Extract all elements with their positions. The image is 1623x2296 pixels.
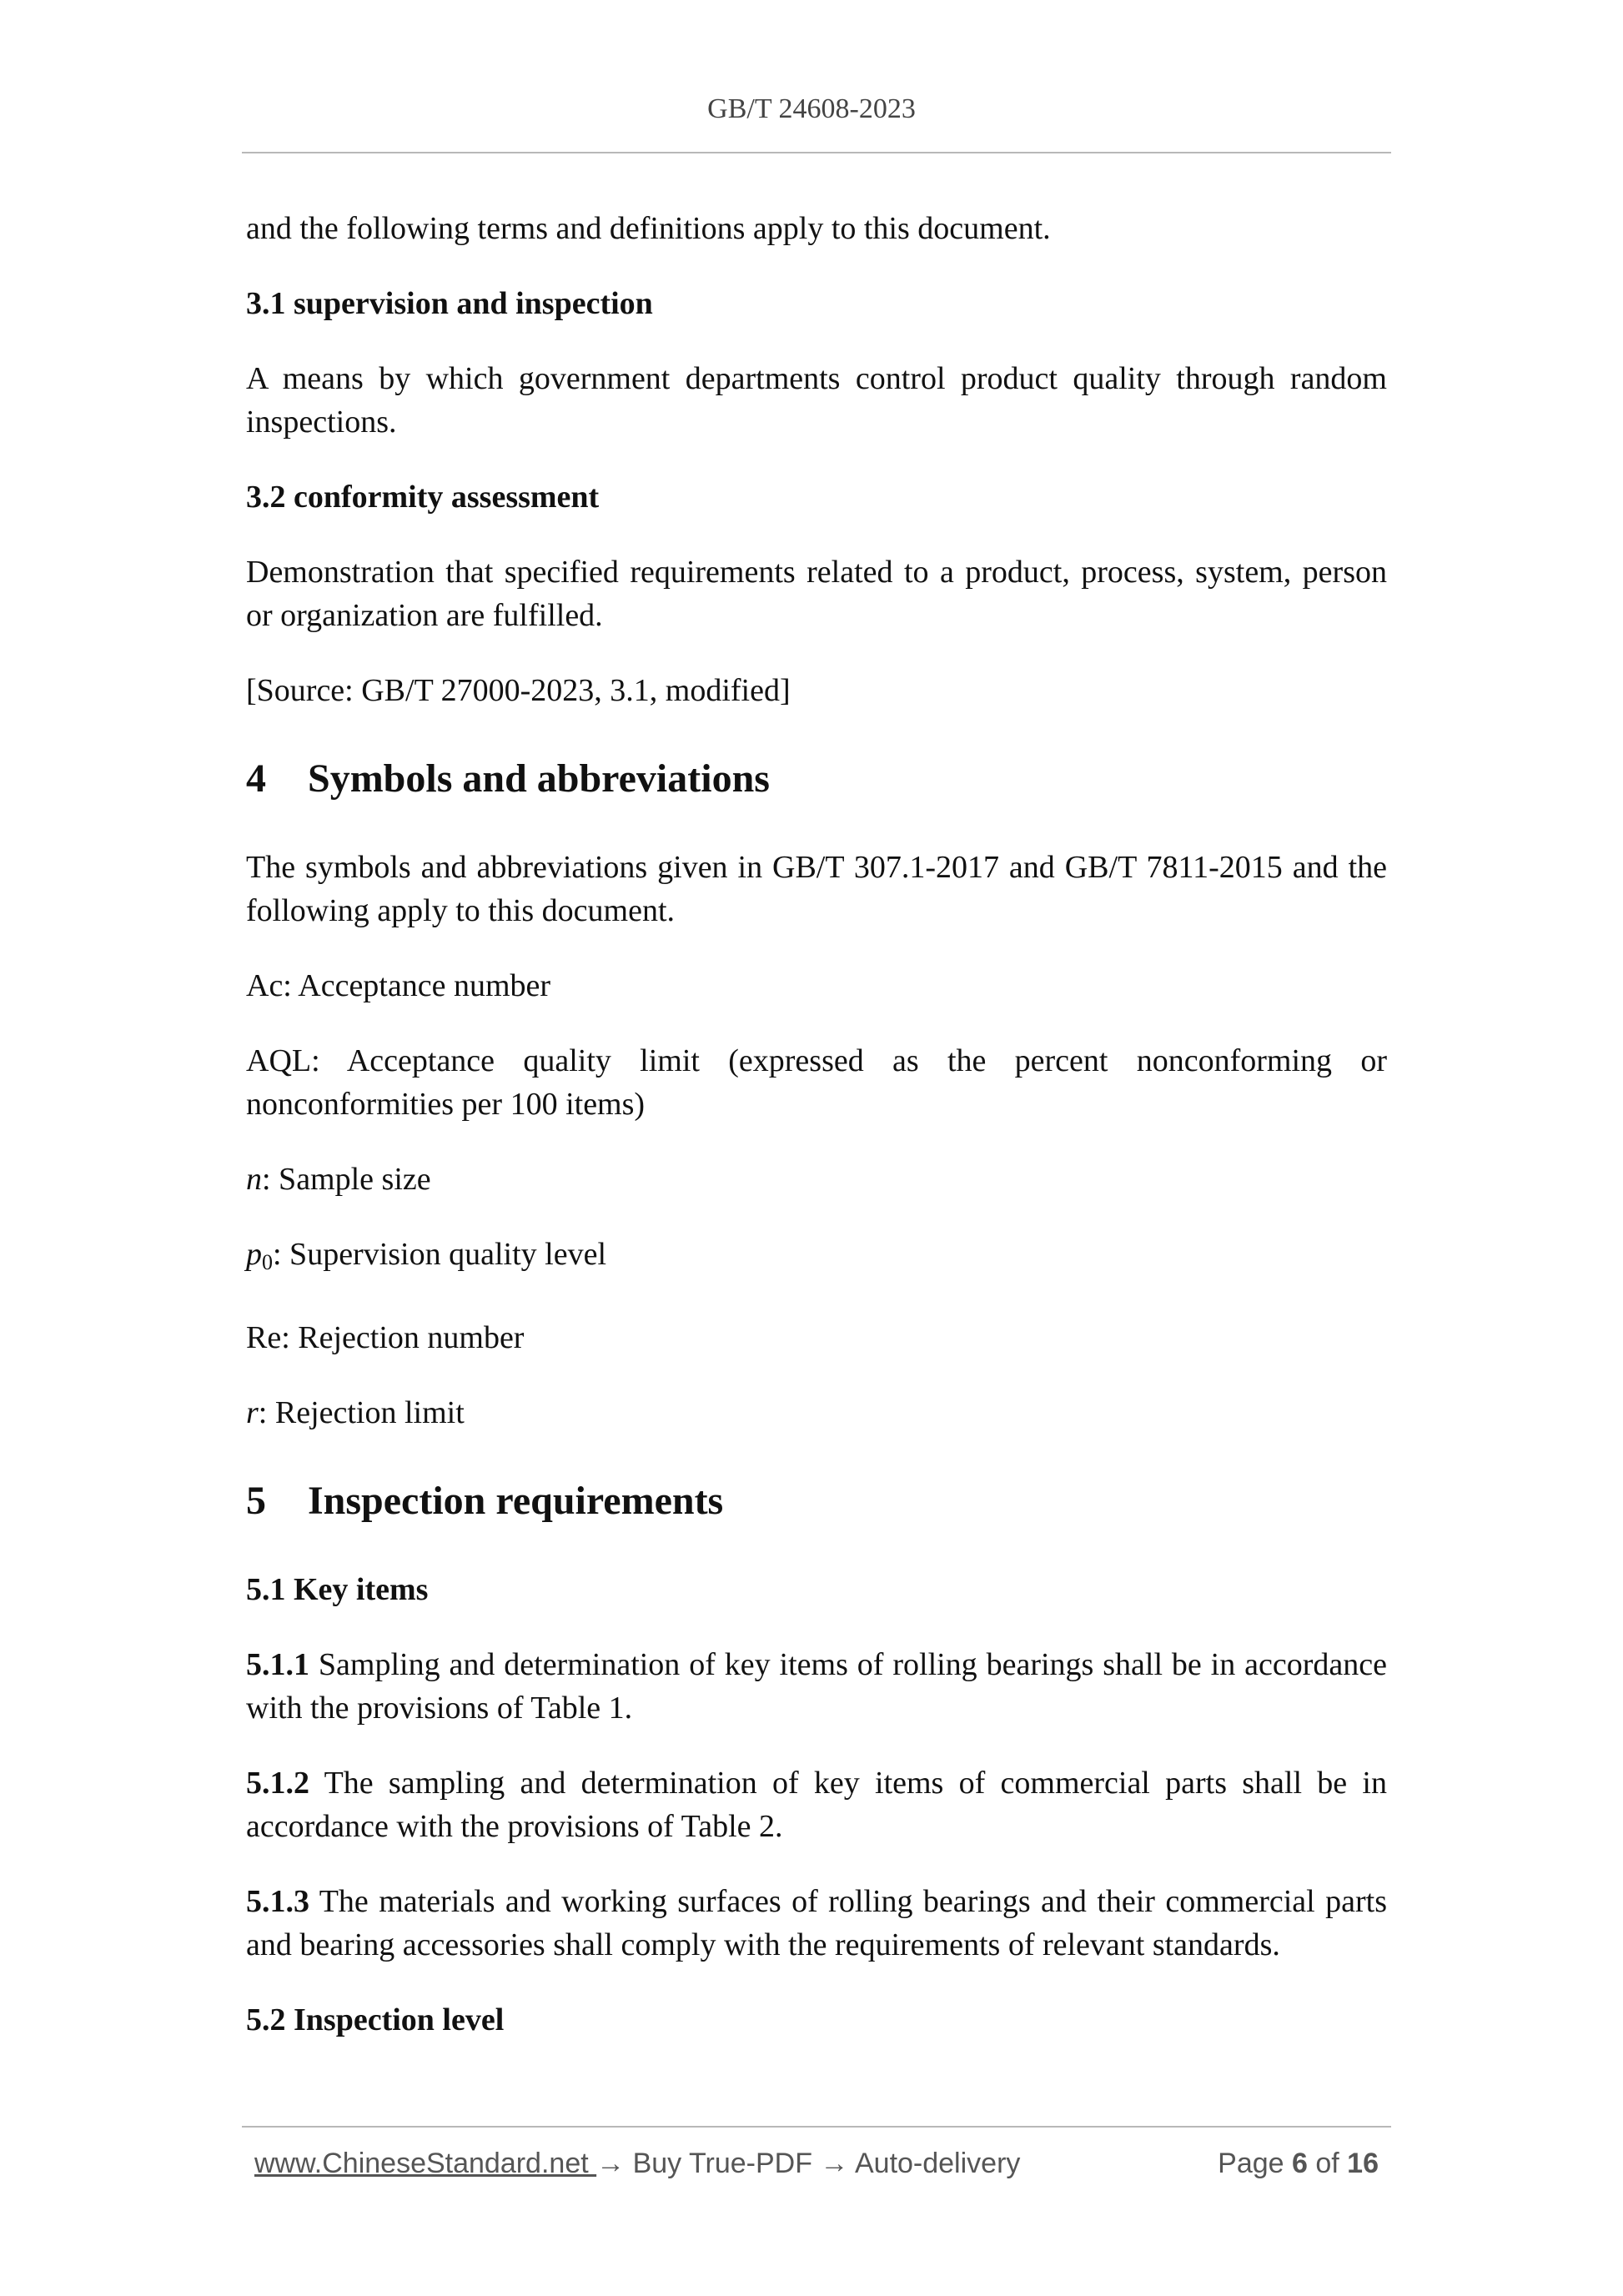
clause-5-1-3-number: 5.1.3: [246, 1884, 309, 1919]
page-label: Page: [1218, 2148, 1292, 2179]
page-of-label: of: [1307, 2148, 1348, 2179]
footer-promo: [254, 2148, 1020, 2180]
buy-pdf-text: Buy True-PDF: [625, 2148, 821, 2179]
footer-rule: [242, 2126, 1391, 2128]
clause-5-1-3: [246, 1880, 1387, 1967]
page-header: GB/T 24608-2023: [707, 93, 916, 124]
symbol-p0-subscript: 0: [262, 1250, 273, 1274]
section-4-heading: [246, 754, 1387, 804]
clause-5-1-3-text: The materials and working surfaces of rolling bearings and their commercial parts and bearing accessories shall comply with the requirements of relevant standards.: [246, 1884, 1387, 1962]
clause-5-1-2-text: The sampling and determination of key items of commercial parts shall be in accordance with the provisions of Table 2.: [246, 1766, 1387, 1844]
symbol-aql: AQL: Acceptance quality limit (expressed as the percent nonconforming or nonconformities per 100 items): [246, 1043, 1387, 1122]
arrow-right-icon: →: [820, 2148, 849, 2179]
header-rule: [242, 152, 1391, 153]
page-indicator: [1218, 2148, 1379, 2180]
page-total: 16: [1347, 2148, 1379, 2179]
section-5-title: Inspection requirements: [308, 1479, 724, 1523]
clause-5-1-2-number: 5.1.2: [246, 1766, 309, 1801]
section-3-2-heading: 3.2 conformity assessment: [246, 480, 600, 515]
section-4-number: 4: [246, 756, 266, 801]
page-current: 6: [1292, 2148, 1308, 2179]
section-5-2-heading: 5.2 Inspection level: [246, 2002, 505, 2037]
section-5-heading: [246, 1476, 1387, 1526]
section-3-2-source: [Source: GB/T 27000-2023, 3.1, modified]: [246, 673, 791, 708]
symbol-r: [246, 1391, 1387, 1434]
section-4-intro: The symbols and abbreviations given in GB/T 307.1-2017 and GB/T 7811-2015 and the following apply to this document.: [246, 850, 1387, 928]
clause-5-1-1: [246, 1643, 1387, 1730]
clause-5-1-1-number: 5.1.1: [246, 1647, 309, 1682]
symbol-re: Re: Rejection number: [246, 1320, 525, 1355]
section-5-number: 5: [246, 1479, 266, 1523]
page-footer: [254, 2148, 1379, 2194]
section-5-1-heading: 5.1 Key items: [246, 1572, 429, 1607]
clause-5-1-2: [246, 1761, 1387, 1848]
section-3-1-definition: A means by which government departments control product quality through random inspections.: [246, 361, 1387, 440]
clause-5-1-1-text: Sampling and determination of key items of rolling bearings shall be in accordance with the provisions of Table 1.: [246, 1647, 1387, 1726]
symbol-ac: Ac: Acceptance number: [246, 968, 551, 1003]
website-link[interactable]: www.ChineseStandard.net: [254, 2148, 597, 2179]
section-3-1-heading: 3.1 supervision and inspection: [246, 286, 653, 321]
section-3-2-definition: Demonstration that specified requirements related to a product, process, system, person or organization are fulfilled.: [246, 555, 1387, 633]
symbol-r-text: : Rejection limit: [258, 1395, 465, 1430]
symbol-n: [246, 1158, 1387, 1201]
arrow-right-icon: →: [596, 2148, 626, 2179]
section-4-title: Symbols and abbreviations: [308, 756, 770, 801]
symbol-r-letter: r: [246, 1395, 259, 1430]
symbol-p0-letter: p: [246, 1237, 262, 1272]
intro-paragraph: and the following terms and definitions apply to this document.: [246, 211, 1051, 246]
symbol-n-text: : Sample size: [262, 1162, 431, 1197]
symbol-p0-text: : Supervision quality level: [273, 1237, 607, 1272]
symbol-n-letter: n: [246, 1162, 262, 1197]
auto-delivery-text: Auto-delivery: [848, 2148, 1021, 2179]
symbol-p0: [246, 1233, 1387, 1284]
document-body: [246, 207, 1387, 2042]
